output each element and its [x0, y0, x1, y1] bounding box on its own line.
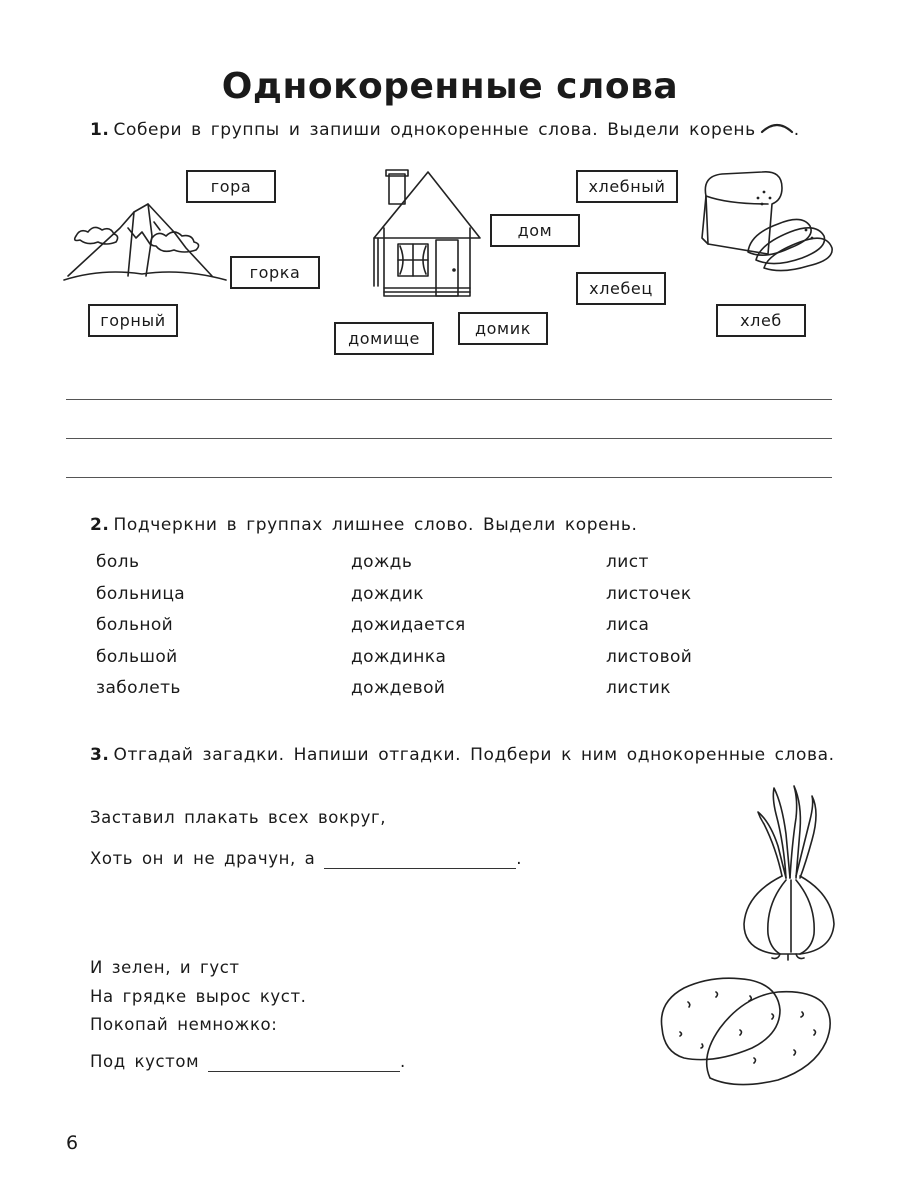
word-card-gorny[interactable] [88, 304, 178, 337]
task2-number: 2. [90, 515, 110, 535]
word-card-label: горный [100, 311, 166, 330]
group-word[interactable]: лиса [606, 615, 650, 635]
riddle1-answer-blank[interactable] [324, 849, 516, 869]
word-group-2 [351, 552, 466, 710]
word-card-khlebets[interactable] [576, 272, 666, 305]
word-card-label: гора [210, 177, 252, 196]
word-card-khlebny[interactable] [576, 170, 678, 203]
riddle2-line3: Покопай немножко: [90, 1015, 278, 1034]
riddle2-end: . [399, 1052, 406, 1071]
task3-heading [90, 745, 835, 765]
word-card-dom[interactable] [490, 214, 580, 247]
group-word[interactable]: листочек [606, 583, 692, 604]
house-icon [372, 168, 484, 300]
riddle1-text: Хоть он и не драчун, а [90, 849, 316, 868]
word-card-label: хлебец [589, 279, 653, 298]
page-number: 6 [66, 1132, 79, 1154]
group-word[interactable]: лист [606, 552, 649, 572]
riddle2-line4 [90, 1052, 406, 1072]
group-word[interactable]: дождь [351, 552, 413, 572]
page-title: Однокоренные слова [221, 66, 679, 107]
riddle2-line1: И зелен, и густ [90, 958, 240, 977]
group-word[interactable]: дождинка [351, 646, 447, 667]
word-card-domishche[interactable] [334, 322, 434, 355]
task1-period: . [793, 120, 800, 140]
answer-line-1[interactable] [66, 399, 832, 400]
word-card-label: дом [517, 221, 553, 240]
group-word[interactable]: дождевой [351, 678, 446, 698]
word-group-3 [606, 552, 692, 710]
word-card-gora[interactable] [186, 170, 276, 203]
group-word[interactable]: боль [96, 552, 140, 572]
group-word[interactable]: заболеть [96, 678, 181, 698]
riddle2-text: Под кустом [90, 1052, 200, 1071]
bread-icon [698, 168, 836, 274]
riddle2-answer-blank[interactable] [208, 1052, 400, 1072]
word-card-khleb[interactable] [716, 304, 806, 337]
potato-icon [654, 972, 836, 1088]
group-word[interactable]: листик [606, 678, 671, 698]
riddle2-line2: На грядке вырос куст. [90, 987, 307, 1006]
word-card-domik[interactable] [458, 312, 548, 345]
group-word[interactable]: листовой [606, 646, 693, 667]
task2-text: Подчеркни в группах лишнее слово. Выдели корень. [113, 515, 638, 535]
task3-text: Отгадай загадки. Напиши отгадки. Подбери к ним однокоренные слова. [113, 745, 835, 765]
word-card-label: хлеб [740, 311, 782, 330]
task2-heading [90, 515, 638, 535]
group-word[interactable]: дожидается [351, 615, 466, 635]
word-card-gorka[interactable] [230, 256, 320, 289]
riddle1-line2 [90, 849, 522, 869]
group-word[interactable]: больной [96, 615, 174, 635]
root-arc-icon [760, 120, 794, 134]
mountain-icon [62, 192, 230, 284]
task3-number: 3. [90, 745, 110, 765]
riddle1-line1: Заставил плакать всех вокруг, [90, 808, 387, 827]
word-card-label: домик [475, 319, 531, 338]
group-word[interactable]: большой [96, 646, 178, 667]
group-word[interactable]: больница [96, 583, 186, 604]
riddle1-end: . [516, 849, 523, 868]
answer-line-3[interactable] [66, 477, 832, 478]
answer-line-2[interactable] [66, 438, 832, 439]
word-card-label: горка [249, 263, 301, 282]
group-word[interactable]: дождик [351, 583, 424, 604]
word-card-label: домище [348, 329, 420, 348]
word-group-1 [96, 552, 185, 710]
task1-number: 1. [90, 120, 110, 140]
word-card-label: хлебный [588, 177, 666, 196]
task1-heading [90, 120, 800, 140]
task1-text: Собери в группы и запиши однокоренные слова. Выдели корень [113, 120, 756, 140]
onion-icon [736, 784, 840, 962]
